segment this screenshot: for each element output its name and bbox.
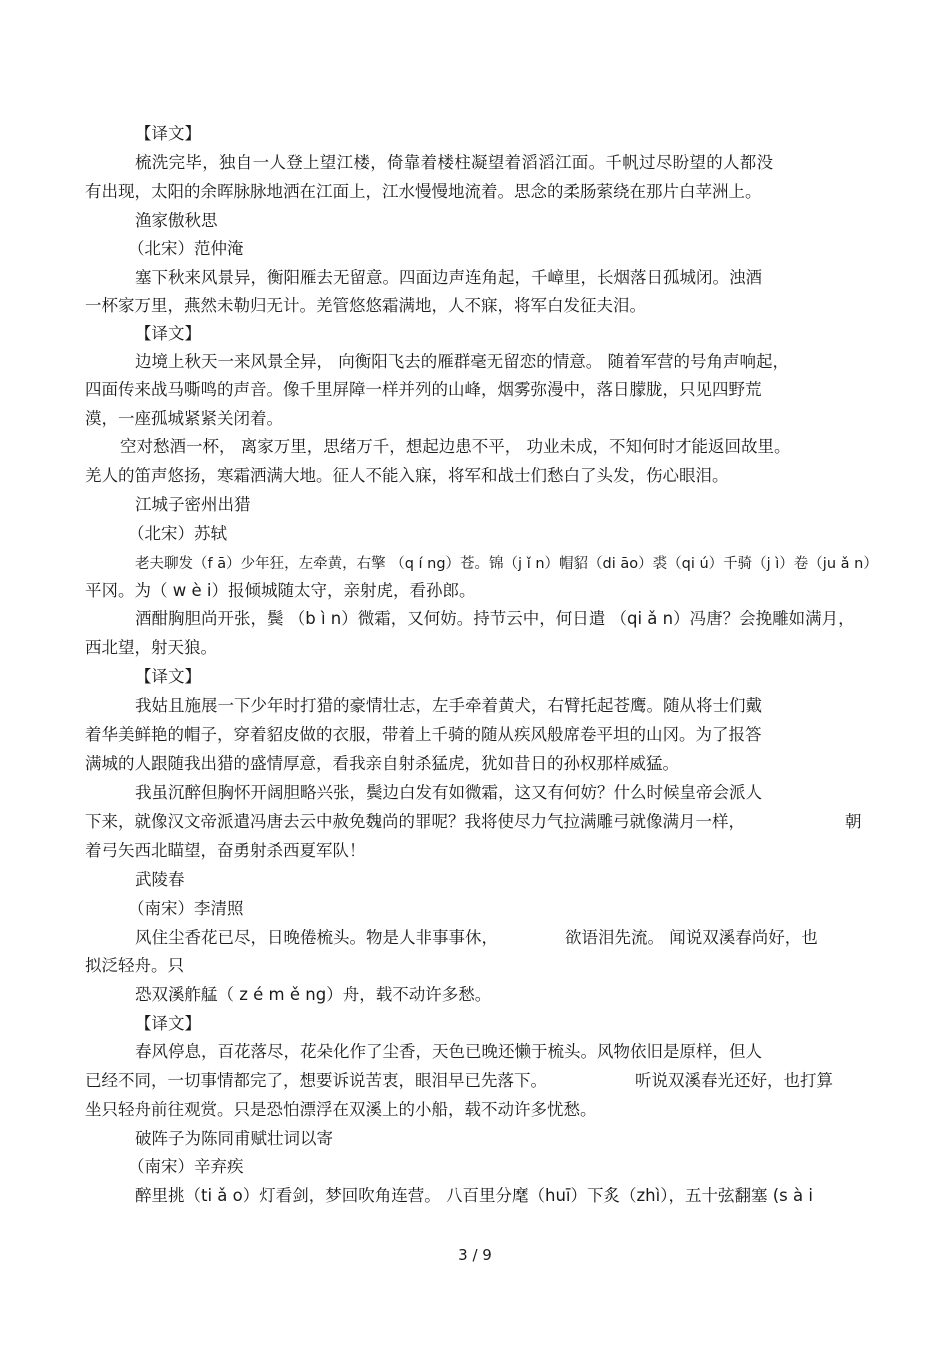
page-number: 3 / 9	[458, 1246, 492, 1264]
text-line: 平冈。为（ w è i）报倾城随太守，亲射虎，看孙郎。	[85, 581, 476, 600]
text-line: 羌人的笛声悠扬，寒霜洒满大地。征人不能入寐，将军和战士们愁白了头发，伤心眼泪。	[85, 466, 729, 485]
text-line: 春风停息，百花落尽，花朵化作了尘香，天色已晚还懒于梳头。风物依旧是原样，但人	[135, 1042, 762, 1061]
text-line: 着弓矢西北瞄望，奋勇射杀西夏军队！	[85, 841, 366, 860]
text-line: 酒酣胸胆尚开张，鬓 （b ì n）微霜，又何妨。持节云中，何日遣 （qi ǎ n）冯唐？会挽雕如满月，	[135, 609, 855, 628]
text-line: 漠，一座孤城紧紧关闭着。	[85, 409, 283, 428]
text-line: （南宋）李清照	[128, 899, 244, 918]
text-line: （北宋）范仲淹	[128, 239, 244, 258]
text-line: 破阵子为陈同甫赋壮词以寄	[135, 1129, 333, 1148]
text-line: 渔家傲秋思	[135, 211, 218, 230]
text-line: 欲语泪先流。 闻说双溪春尚好，也	[565, 928, 818, 947]
text-line: 【译文】	[135, 324, 201, 343]
text-line: 朝	[845, 812, 862, 831]
text-line: 醉里挑（ti ǎ o）灯看剑，梦回吹角连营。 八百里分麾（huī）下炙（zhì），五十弦翻塞 (s à i	[135, 1186, 813, 1205]
text-line: 塞下秋来风景异，衡阳雁去无留意。四面边声连角起，千嶂里，长烟落日孤城闭。浊酒	[135, 268, 762, 287]
text-line: 着华美鲜艳的帽子，穿着貂皮做的衣服，带着上千骑的随从疾风般席卷平坦的山冈。为了报答	[85, 725, 762, 744]
text-line: 四面传来战马嘶鸣的声音。像千里屏障一样并列的山峰，烟雾弥漫中，落日朦胧，只见四野荒	[85, 380, 762, 399]
text-line: 江城子密州出猎	[135, 495, 251, 514]
text-line: 听说双溪春光还好，也打算	[635, 1071, 833, 1090]
text-line: 恐双溪舴艋（ z é m ě ng）舟，载不动许多愁。	[135, 985, 492, 1004]
text-line: 有出现，太阳的余晖脉脉地洒在江面上，江水慢慢地流着。思念的柔肠萦绕在那片白苹洲上。	[85, 182, 762, 201]
text-line: （北宋）苏轼	[128, 524, 227, 543]
text-line: 【译文】	[135, 667, 201, 686]
text-line: 已经不同，一切事情都完了，想要诉说苦衷，眼泪早已先落下。	[85, 1071, 547, 1090]
text-line: 拟泛轻舟。只	[85, 956, 184, 975]
text-line: 满城的人跟随我出猎的盛情厚意，看我亲自射杀猛虎，犹如昔日的孙权那样威猛。	[85, 754, 679, 773]
text-line: 风住尘香花已尽，日晚倦梳头。物是人非事事休，	[135, 928, 498, 947]
text-line: 老夫聊发（f ā）少年狂，左牵黄，右擎 （q í ng）苍。锦（j ǐ n）帽貂（di āo）裘（qi ú）千骑（j ì）卷（ju ǎ n）	[135, 556, 878, 572]
text-line: （南宋）辛弃疾	[128, 1157, 244, 1176]
text-line: 西北望，射天狼。	[85, 638, 217, 657]
text-line: 我姑且施展一下少年时打猎的豪情壮志，左手牵着黄犬，右臂托起苍鹰。随从将士们戴	[135, 696, 762, 715]
text-line: 边境上秋天一来风景全异， 向衡阳飞去的雁群毫无留恋的情意。 随着军营的号角声响起，	[135, 352, 789, 371]
text-line: 坐只轻舟前往观赏。只是恐怕漂浮在双溪上的小船，载不动许多忧愁。	[85, 1100, 597, 1119]
text-line: 空对愁酒一杯， 离家万里，思绪万千，想起边患不平， 功业未成，不知何时才能返回故里。	[120, 437, 791, 456]
text-line: 【译文】	[135, 1014, 201, 1033]
text-line: 武陵春	[135, 870, 185, 889]
text-line: 一杯家万里，燕然未勒归无计。羌管悠悠霜满地，人不寐，将军白发征夫泪。	[85, 296, 646, 315]
text-line: 下来，就像汉文帝派遣冯唐去云中赦免魏尚的罪呢？我将使尽力气拉满雕弓就像满月一样，	[85, 812, 745, 831]
text-line: 【译文】	[135, 124, 201, 143]
text-line: 梳洗完毕，独自一人登上望江楼，倚靠着楼柱凝望着滔滔江面。千帆过尽盼望的人都没	[135, 153, 774, 172]
text-line: 我虽沉醉但胸怀开阔胆略兴张，鬓边白发有如微霜，这又有何妨？什么时候皇帝会派人	[135, 783, 762, 802]
